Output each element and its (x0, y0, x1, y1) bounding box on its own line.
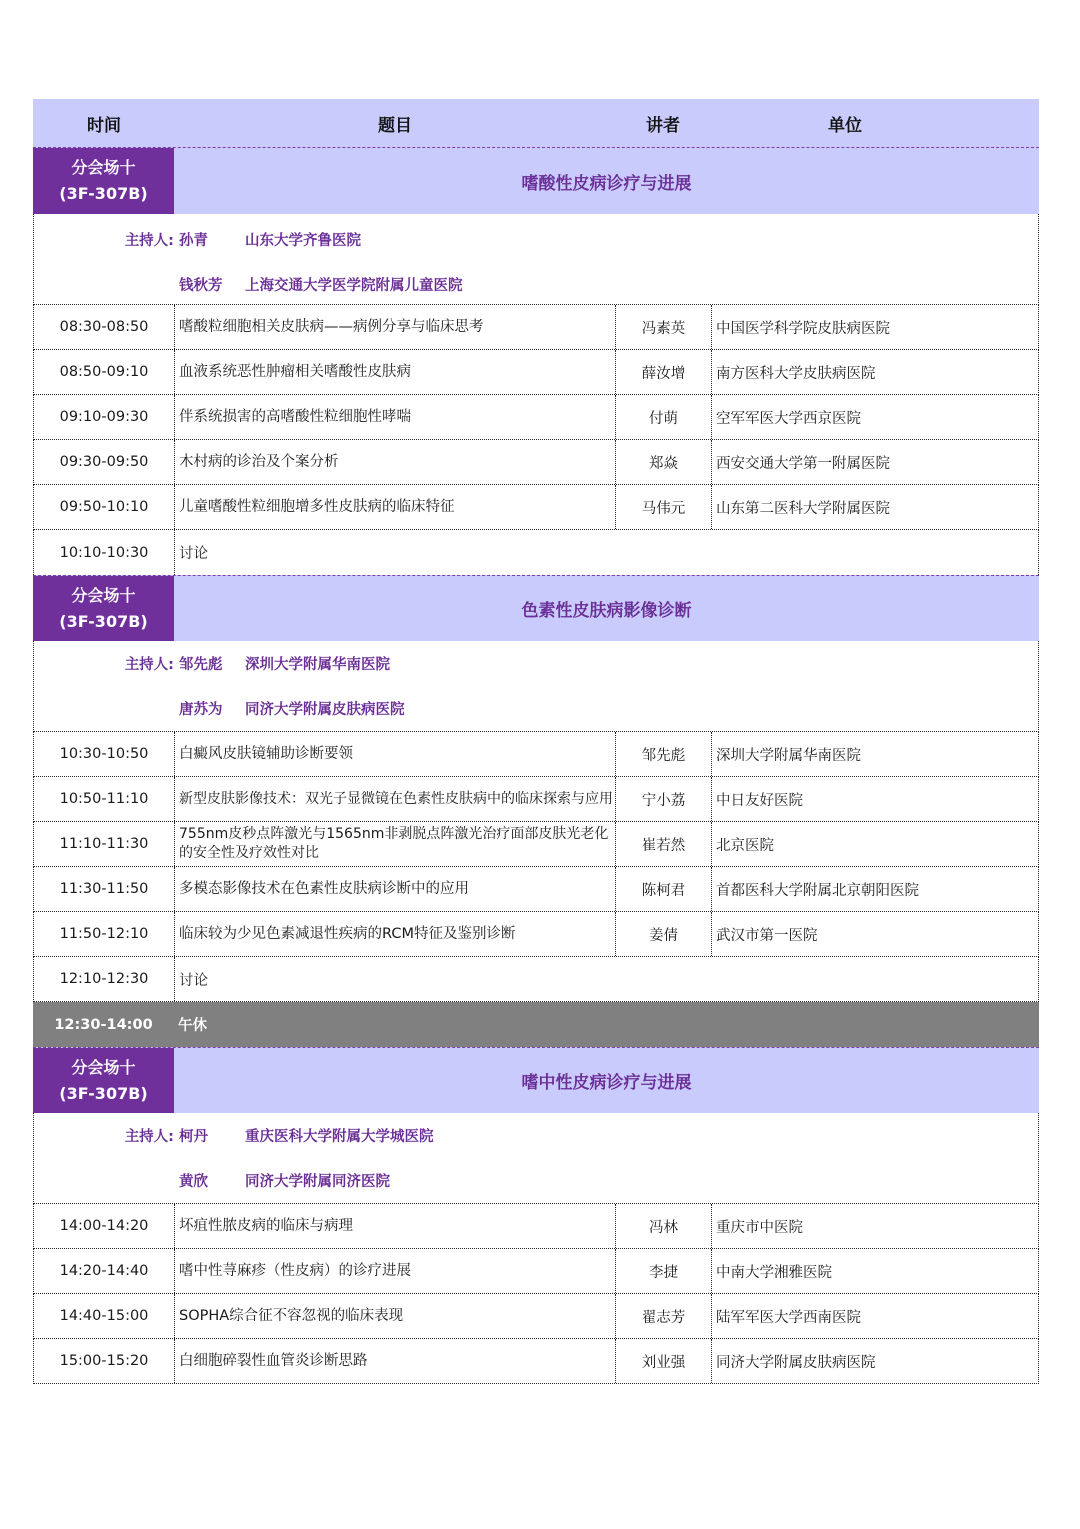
lunch-time: 12:30-14:00 (54, 1016, 153, 1033)
discussion-time: 10:10-10:30 (34, 530, 175, 575)
header-time: 时间 (87, 115, 121, 136)
host-name: 柯丹 (179, 1129, 208, 1145)
talk-unit: 山东第二医科大学附属医院 (716, 500, 890, 517)
discussion-time: 12:10-12:30 (34, 957, 175, 1001)
venue-badge (33, 1048, 174, 1113)
talk-speaker: 薛汝增 (616, 350, 712, 394)
talk-unit: 中日友好医院 (716, 792, 803, 809)
talk-time: 10:30-10:50 (34, 732, 175, 776)
table-row (33, 867, 1039, 912)
host-name: 邹先彪 (179, 657, 223, 673)
table-row (33, 485, 1039, 530)
talk-topic: 坏疽性脓皮病的临床与病理 (175, 1204, 616, 1248)
talk-speaker: 崔若然 (616, 822, 712, 866)
talk-topic: 755nm皮秒点阵激光与1565nm非剥脱点阵激光治疗面部皮肤光老化的安全性及疗效性对比 (175, 822, 616, 866)
talk-speaker: 冯素英 (616, 305, 712, 349)
talk-unit: 中南大学湘雅医院 (716, 1264, 832, 1281)
talk-time: 08:50-09:10 (34, 350, 175, 394)
venue-name: 分会场十 (71, 585, 136, 605)
talk-unit: 空军军医大学西京医院 (716, 410, 861, 427)
talk-topic: 血液系统恶性肿瘤相关嗜酸性皮肤病 (175, 350, 616, 394)
host-org: 上海交通大学医学院附属儿童医院 (245, 278, 463, 294)
talk-unit: 陆军军医大学西南医院 (716, 1309, 861, 1326)
talk-speaker: 李捷 (616, 1249, 712, 1293)
table-row (33, 732, 1039, 777)
talk-unit: 西安交通大学第一附属医院 (716, 455, 890, 472)
host-org: 同济大学附属皮肤病医院 (245, 702, 405, 718)
discussion-label: 讨论 (179, 972, 208, 989)
table-row (33, 305, 1039, 350)
talk-topic: 白癜风皮肤镜辅助诊断要领 (175, 732, 616, 776)
talk-time: 14:40-15:00 (34, 1294, 175, 1338)
talk-speaker: 邹先彪 (616, 732, 712, 776)
talk-time: 09:30-09:50 (34, 440, 175, 484)
discussion-row (33, 530, 1039, 575)
talk-speaker: 马伟元 (616, 485, 712, 529)
talk-speaker: 翟志芳 (616, 1294, 712, 1338)
session-title: 嗜中性皮病诊疗与进展 (521, 1073, 692, 1093)
host-name: 钱秋芳 (179, 278, 223, 294)
discussion-row (33, 957, 1039, 1002)
table-row (33, 777, 1039, 822)
lunch-break-row (33, 1002, 1039, 1047)
header-topic: 题目 (378, 115, 412, 136)
session-hosts (33, 1113, 1039, 1204)
session-hosts (33, 641, 1039, 732)
host-org: 深圳大学附属华南医院 (245, 657, 390, 673)
host-name: 唐苏为 (179, 702, 223, 718)
talk-topic: SOPHA综合征不容忽视的临床表现 (175, 1294, 616, 1338)
venue-name: 分会场十 (71, 158, 136, 177)
session-header (33, 575, 1039, 641)
talk-speaker: 宁小荔 (616, 777, 712, 821)
talk-time: 11:10-11:30 (34, 822, 175, 866)
host-org: 重庆医科大学附属大学城医院 (245, 1129, 434, 1145)
talk-unit: 重庆市中医院 (716, 1219, 803, 1236)
host-label: 主持人: (124, 657, 174, 673)
talk-unit: 深圳大学附属华南医院 (716, 747, 861, 764)
talk-speaker: 冯林 (616, 1204, 712, 1248)
host-label: 主持人: (124, 1129, 174, 1145)
talk-topic: 嗜中性荨麻疹（性皮病）的诊疗进展 (175, 1249, 616, 1293)
session-hosts (33, 214, 1039, 305)
header-speaker: 讲者 (646, 115, 680, 136)
session-header (33, 1047, 1039, 1113)
talk-speaker: 陈柯君 (616, 867, 712, 911)
talk-topic: 新型皮肤影像技术：双光子显微镜在色素性皮肤病中的临床探索与应用 (175, 777, 616, 821)
venue-badge (33, 148, 174, 214)
table-row (33, 822, 1039, 867)
talk-time: 09:10-09:30 (34, 395, 175, 439)
talk-time: 15:00-15:20 (34, 1339, 175, 1383)
table-row (33, 1339, 1039, 1384)
venue-badge (33, 576, 174, 641)
talk-topic: 嗜酸粒细胞相关皮肤病——病例分享与临床思考 (175, 305, 616, 349)
host-name: 孙青 (179, 233, 208, 249)
talk-time: 08:30-08:50 (34, 305, 175, 349)
talk-unit: 武汉市第一医院 (716, 927, 818, 944)
lunch-label: 午休 (178, 1018, 207, 1034)
venue-name: 分会场十 (71, 1057, 136, 1077)
talk-topic: 儿童嗜酸性粒细胞增多性皮肤病的临床特征 (175, 485, 616, 529)
talk-unit: 同济大学附属皮肤病医院 (716, 1354, 876, 1371)
venue-room: (3F-307B) (59, 611, 148, 631)
talk-time: 11:30-11:50 (34, 867, 175, 911)
talk-topic: 伴系统损害的高嗜酸性粒细胞性哮喘 (175, 395, 616, 439)
discussion-label: 讨论 (179, 546, 208, 562)
header-unit: 单位 (828, 115, 862, 136)
venue-room: (3F-307B) (59, 1083, 148, 1103)
talk-time: 09:50-10:10 (34, 485, 175, 529)
talk-topic: 白细胞碎裂性血管炎诊断思路 (175, 1339, 616, 1383)
table-row (33, 440, 1039, 485)
host-label: 主持人: (124, 233, 174, 249)
talk-unit: 北京医院 (716, 837, 774, 854)
table-row (33, 1294, 1039, 1339)
talk-unit: 中国医学科学院皮肤病医院 (716, 320, 890, 337)
talk-speaker: 姜倩 (616, 912, 712, 956)
host-name: 黄欣 (179, 1174, 208, 1190)
session-title: 色素性皮肤病影像诊断 (521, 601, 692, 621)
talk-time: 10:50-11:10 (34, 777, 175, 821)
talk-topic: 木村病的诊治及个案分析 (175, 440, 616, 484)
talk-time: 14:20-14:40 (34, 1249, 175, 1293)
host-org: 山东大学齐鲁医院 (245, 233, 361, 249)
session-title: 嗜酸性皮病诊疗与进展 (521, 173, 692, 194)
talk-topic: 临床较为少见色素减退性疾病的RCM特征及鉴别诊断 (175, 912, 616, 956)
table-row (33, 912, 1039, 957)
talk-speaker: 刘业强 (616, 1339, 712, 1383)
talk-time: 14:00-14:20 (34, 1204, 175, 1248)
table-row (33, 395, 1039, 440)
talk-speaker: 付萌 (616, 395, 712, 439)
talk-unit: 首都医科大学附属北京朝阳医院 (716, 882, 919, 899)
session-header (33, 148, 1039, 214)
talk-time: 11:50-12:10 (34, 912, 175, 956)
table-row (33, 350, 1039, 395)
table-row (33, 1249, 1039, 1294)
host-org: 同济大学附属同济医院 (245, 1174, 390, 1190)
schedule-table (33, 99, 1039, 1384)
table-row (33, 1204, 1039, 1249)
table-header (33, 99, 1039, 148)
talk-speaker: 郑焱 (616, 440, 712, 484)
venue-room: (3F-307B) (59, 184, 148, 203)
talk-topic: 多模态影像技术在色素性皮肤病诊断中的应用 (175, 867, 616, 911)
talk-unit: 南方医科大学皮肤病医院 (716, 365, 876, 382)
